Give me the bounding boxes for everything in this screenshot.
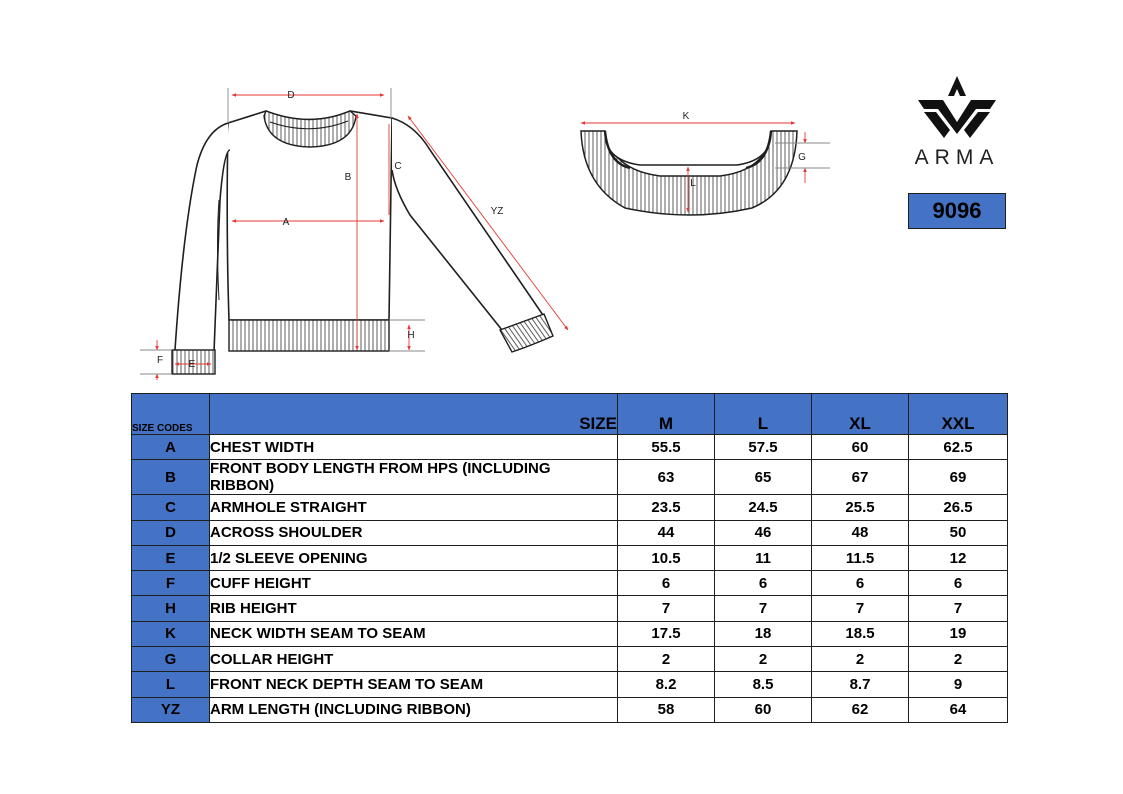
measurement-description-cell: CHEST WIDTH: [210, 435, 618, 460]
size-code-cell: F: [132, 571, 210, 596]
dimension-label: K: [682, 111, 690, 122]
size-column-m: M: [618, 394, 715, 435]
measurement-value-cell: 2: [812, 647, 909, 672]
table-row: [132, 520, 1008, 545]
measurement-value-cell: 24.5: [715, 495, 812, 520]
measurement-value-cell: 65: [715, 460, 812, 495]
dimension-label: F: [156, 355, 164, 366]
measurement-description-cell: CUFF HEIGHT: [210, 571, 618, 596]
collar-drawing: [581, 131, 797, 215]
measurement-value-cell: 50: [909, 520, 1008, 545]
measurement-value-cell: 64: [909, 697, 1008, 722]
measurement-value-cell: 10.5: [618, 545, 715, 570]
size-header: SIZE: [210, 394, 618, 435]
size-code-cell: YZ: [132, 697, 210, 722]
dimension-label: A: [282, 217, 290, 228]
measurement-description-cell: FRONT NECK DEPTH SEAM TO SEAM: [210, 672, 618, 697]
measurement-value-cell: 6: [618, 571, 715, 596]
table-row: [132, 435, 1008, 460]
table-row: [132, 697, 1008, 722]
measurement-value-cell: 63: [618, 460, 715, 495]
measurement-value-cell: 23.5: [618, 495, 715, 520]
size-code-cell: H: [132, 596, 210, 621]
size-column-xl: XL: [812, 394, 909, 435]
sweater-waist-rib: [229, 320, 389, 351]
measurement-value-cell: 7: [715, 596, 812, 621]
size-column-l: L: [715, 394, 812, 435]
measurement-value-cell: 26.5: [909, 495, 1008, 520]
measurement-value-cell: 62: [812, 697, 909, 722]
size-chart-table: [131, 393, 1008, 723]
brand-name: ARMA: [914, 146, 1000, 169]
measurement-value-cell: 18.5: [812, 621, 909, 646]
measurement-description-cell: 1/2 SLEEVE OPENING: [210, 545, 618, 570]
measurement-value-cell: 11.5: [812, 545, 909, 570]
size-column-xxl: XXL: [909, 394, 1008, 435]
table-header-row: [132, 394, 1008, 435]
measurement-value-cell: 8.7: [812, 672, 909, 697]
measurement-value-cell: 6: [909, 571, 1008, 596]
dimension-label: B: [344, 172, 352, 183]
measurement-value-cell: 11: [715, 545, 812, 570]
table-row: [132, 460, 1008, 495]
size-code-cell: K: [132, 621, 210, 646]
dimension-label: G: [798, 152, 806, 163]
sweater-right-sleeve: [392, 118, 545, 335]
sweater-drawing: [172, 111, 553, 374]
measurement-value-cell: 19: [909, 621, 1008, 646]
measurement-value-cell: 6: [715, 571, 812, 596]
measurement-value-cell: 7: [618, 596, 715, 621]
dimension-label: L: [690, 178, 696, 189]
size-code-cell: C: [132, 495, 210, 520]
size-code-cell: A: [132, 435, 210, 460]
measurement-value-cell: 7: [812, 596, 909, 621]
measurement-value-cell: 2: [715, 647, 812, 672]
measurement-description-cell: ARMHOLE STRAIGHT: [210, 495, 618, 520]
measurement-value-cell: 44: [618, 520, 715, 545]
dimension-label: E: [188, 359, 196, 370]
style-code-badge: 9096: [908, 193, 1006, 229]
measurement-value-cell: 8.2: [618, 672, 715, 697]
measurement-value-cell: 6: [812, 571, 909, 596]
measurement-value-cell: 62.5: [909, 435, 1008, 460]
measurement-description-cell: ACROSS SHOULDER: [210, 520, 618, 545]
measurement-description-cell: FRONT BODY LENGTH FROM HPS (INCLUDING RIBBON): [210, 460, 618, 495]
measurement-description-cell: NECK WIDTH SEAM TO SEAM: [210, 621, 618, 646]
size-code-cell: D: [132, 520, 210, 545]
sweater-left-sleeve: [175, 123, 230, 352]
size-code-cell: B: [132, 460, 210, 495]
dimension-label: YZ: [490, 206, 504, 217]
measurement-description-cell: RIB HEIGHT: [210, 596, 618, 621]
measurement-value-cell: 2: [909, 647, 1008, 672]
size-code-cell: E: [132, 545, 210, 570]
dimension-label: C: [394, 161, 402, 172]
measurement-value-cell: 9: [909, 672, 1008, 697]
measurement-value-cell: 18: [715, 621, 812, 646]
table-row: [132, 545, 1008, 570]
size-codes-header: SIZE CODES: [132, 394, 210, 435]
measurement-value-cell: 48: [812, 520, 909, 545]
measurement-value-cell: 2: [618, 647, 715, 672]
table-row: [132, 495, 1008, 520]
size-code-cell: G: [132, 647, 210, 672]
measurement-description-cell: ARM LENGTH (INCLUDING RIBBON): [210, 697, 618, 722]
measurement-description-cell: COLLAR HEIGHT: [210, 647, 618, 672]
table-row: [132, 571, 1008, 596]
measurement-value-cell: 46: [715, 520, 812, 545]
measurement-value-cell: 69: [909, 460, 1008, 495]
measurement-value-cell: 67: [812, 460, 909, 495]
measurement-value-cell: 12: [909, 545, 1008, 570]
measurement-value-cell: 60: [715, 697, 812, 722]
measurement-value-cell: 7: [909, 596, 1008, 621]
size-code-cell: L: [132, 672, 210, 697]
table-row: [132, 621, 1008, 646]
measurement-value-cell: 57.5: [715, 435, 812, 460]
dimension-label: H: [407, 330, 415, 341]
table-row: [132, 672, 1008, 697]
measurement-value-cell: 58: [618, 697, 715, 722]
dimension-label: D: [287, 90, 295, 101]
table-row: [132, 647, 1008, 672]
measurement-value-cell: 8.5: [715, 672, 812, 697]
measurement-value-cell: 55.5: [618, 435, 715, 460]
measurement-value-cell: 17.5: [618, 621, 715, 646]
measurement-value-cell: 60: [812, 435, 909, 460]
table-row: [132, 596, 1008, 621]
measurement-value-cell: 25.5: [812, 495, 909, 520]
